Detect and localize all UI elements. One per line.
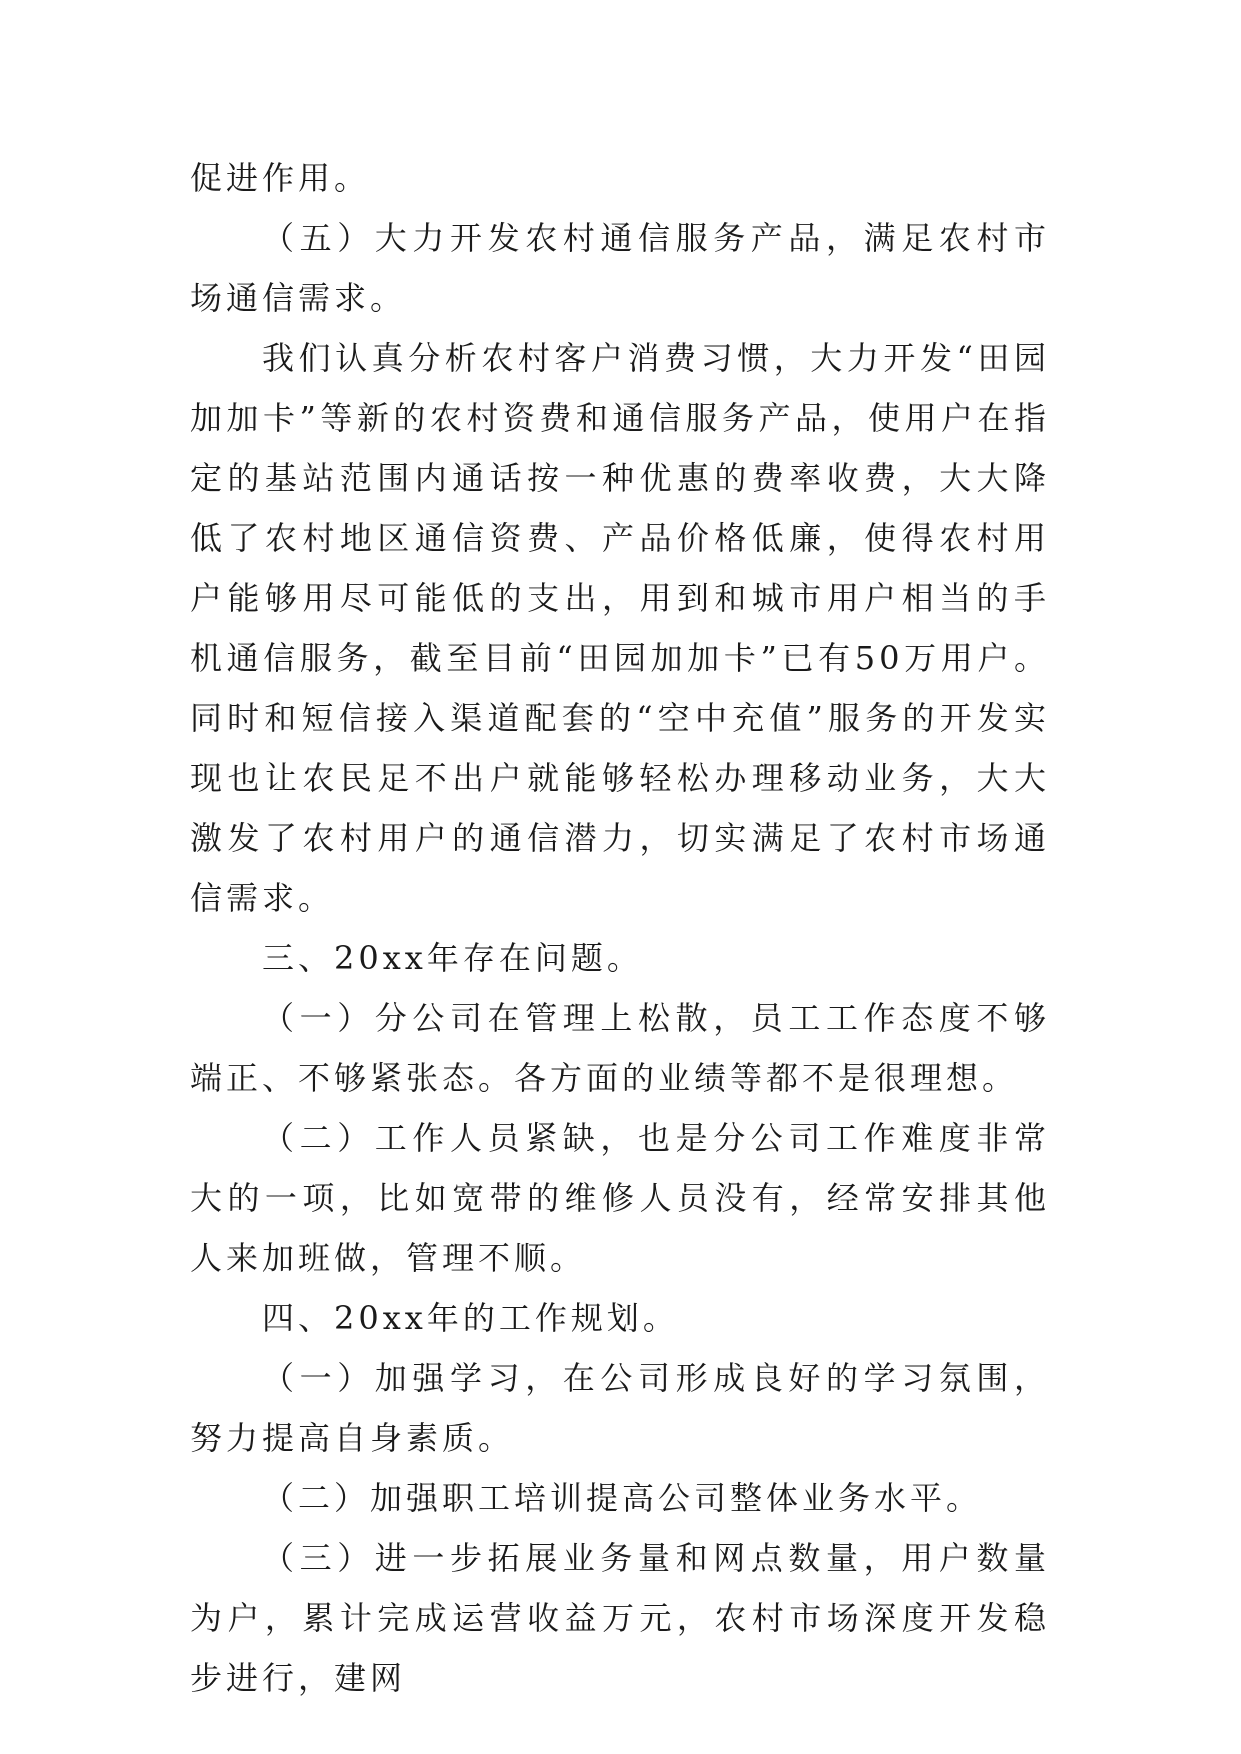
paragraph-heading-5: （五）大力开发农村通信服务产品，满足农村市场通信需求。: [190, 219, 1050, 317]
document-body: [190, 148, 1050, 1708]
paragraph-continuation: 促进作用。: [190, 159, 371, 197]
paragraph-plan-2: （二）加强职工培训提高公司整体业务水平。: [262, 1479, 983, 1517]
paragraph-plan-1: （一）加强学习，在公司形成良好的学习氛围，努力提高自身素质。: [190, 1359, 1050, 1457]
paragraph-body-rural-products: 我们认真分析农村客户消费习惯，大力开发“田园加加卡”等新的农村资费和通信服务产品，使用户在指定的基站范围内通话按一种优惠的费率收费，大大降低了农村地区通信资费、产品价格低廉，使得农村用户能够用尽可能低的支出，用到和城市用户相当的手机通信服务，截至目前“田园加加卡”已有50万用户。同时和短信接入渠道配套的“空中充值”服务的开发实现也让农民足不出户就能够轻松办理移动业务，大大激发了农村用户的通信潜力，切实满足了农村市场通信需求。: [190, 339, 1050, 917]
paragraph-plan-3: （三）进一步拓展业务量和网点数量，用户数量为户，累计完成运营收益万元，农村市场深度开发稳步进行，建网: [190, 1539, 1050, 1697]
paragraph-problem-1: （一）分公司在管理上松散，员工工作态度不够端正、不够紧张态。各方面的业绩等都不是很理想。: [190, 999, 1050, 1097]
section-heading-plan: 四、20xx年的工作规划。: [262, 1299, 679, 1337]
section-heading-problems: 三、20xx年存在问题。: [262, 939, 643, 977]
paragraph-problem-2: （二）工作人员紧缺，也是分公司工作难度非常大的一项，比如宽带的维修人员没有，经常安排其他人来加班做，管理不顺。: [190, 1119, 1050, 1277]
